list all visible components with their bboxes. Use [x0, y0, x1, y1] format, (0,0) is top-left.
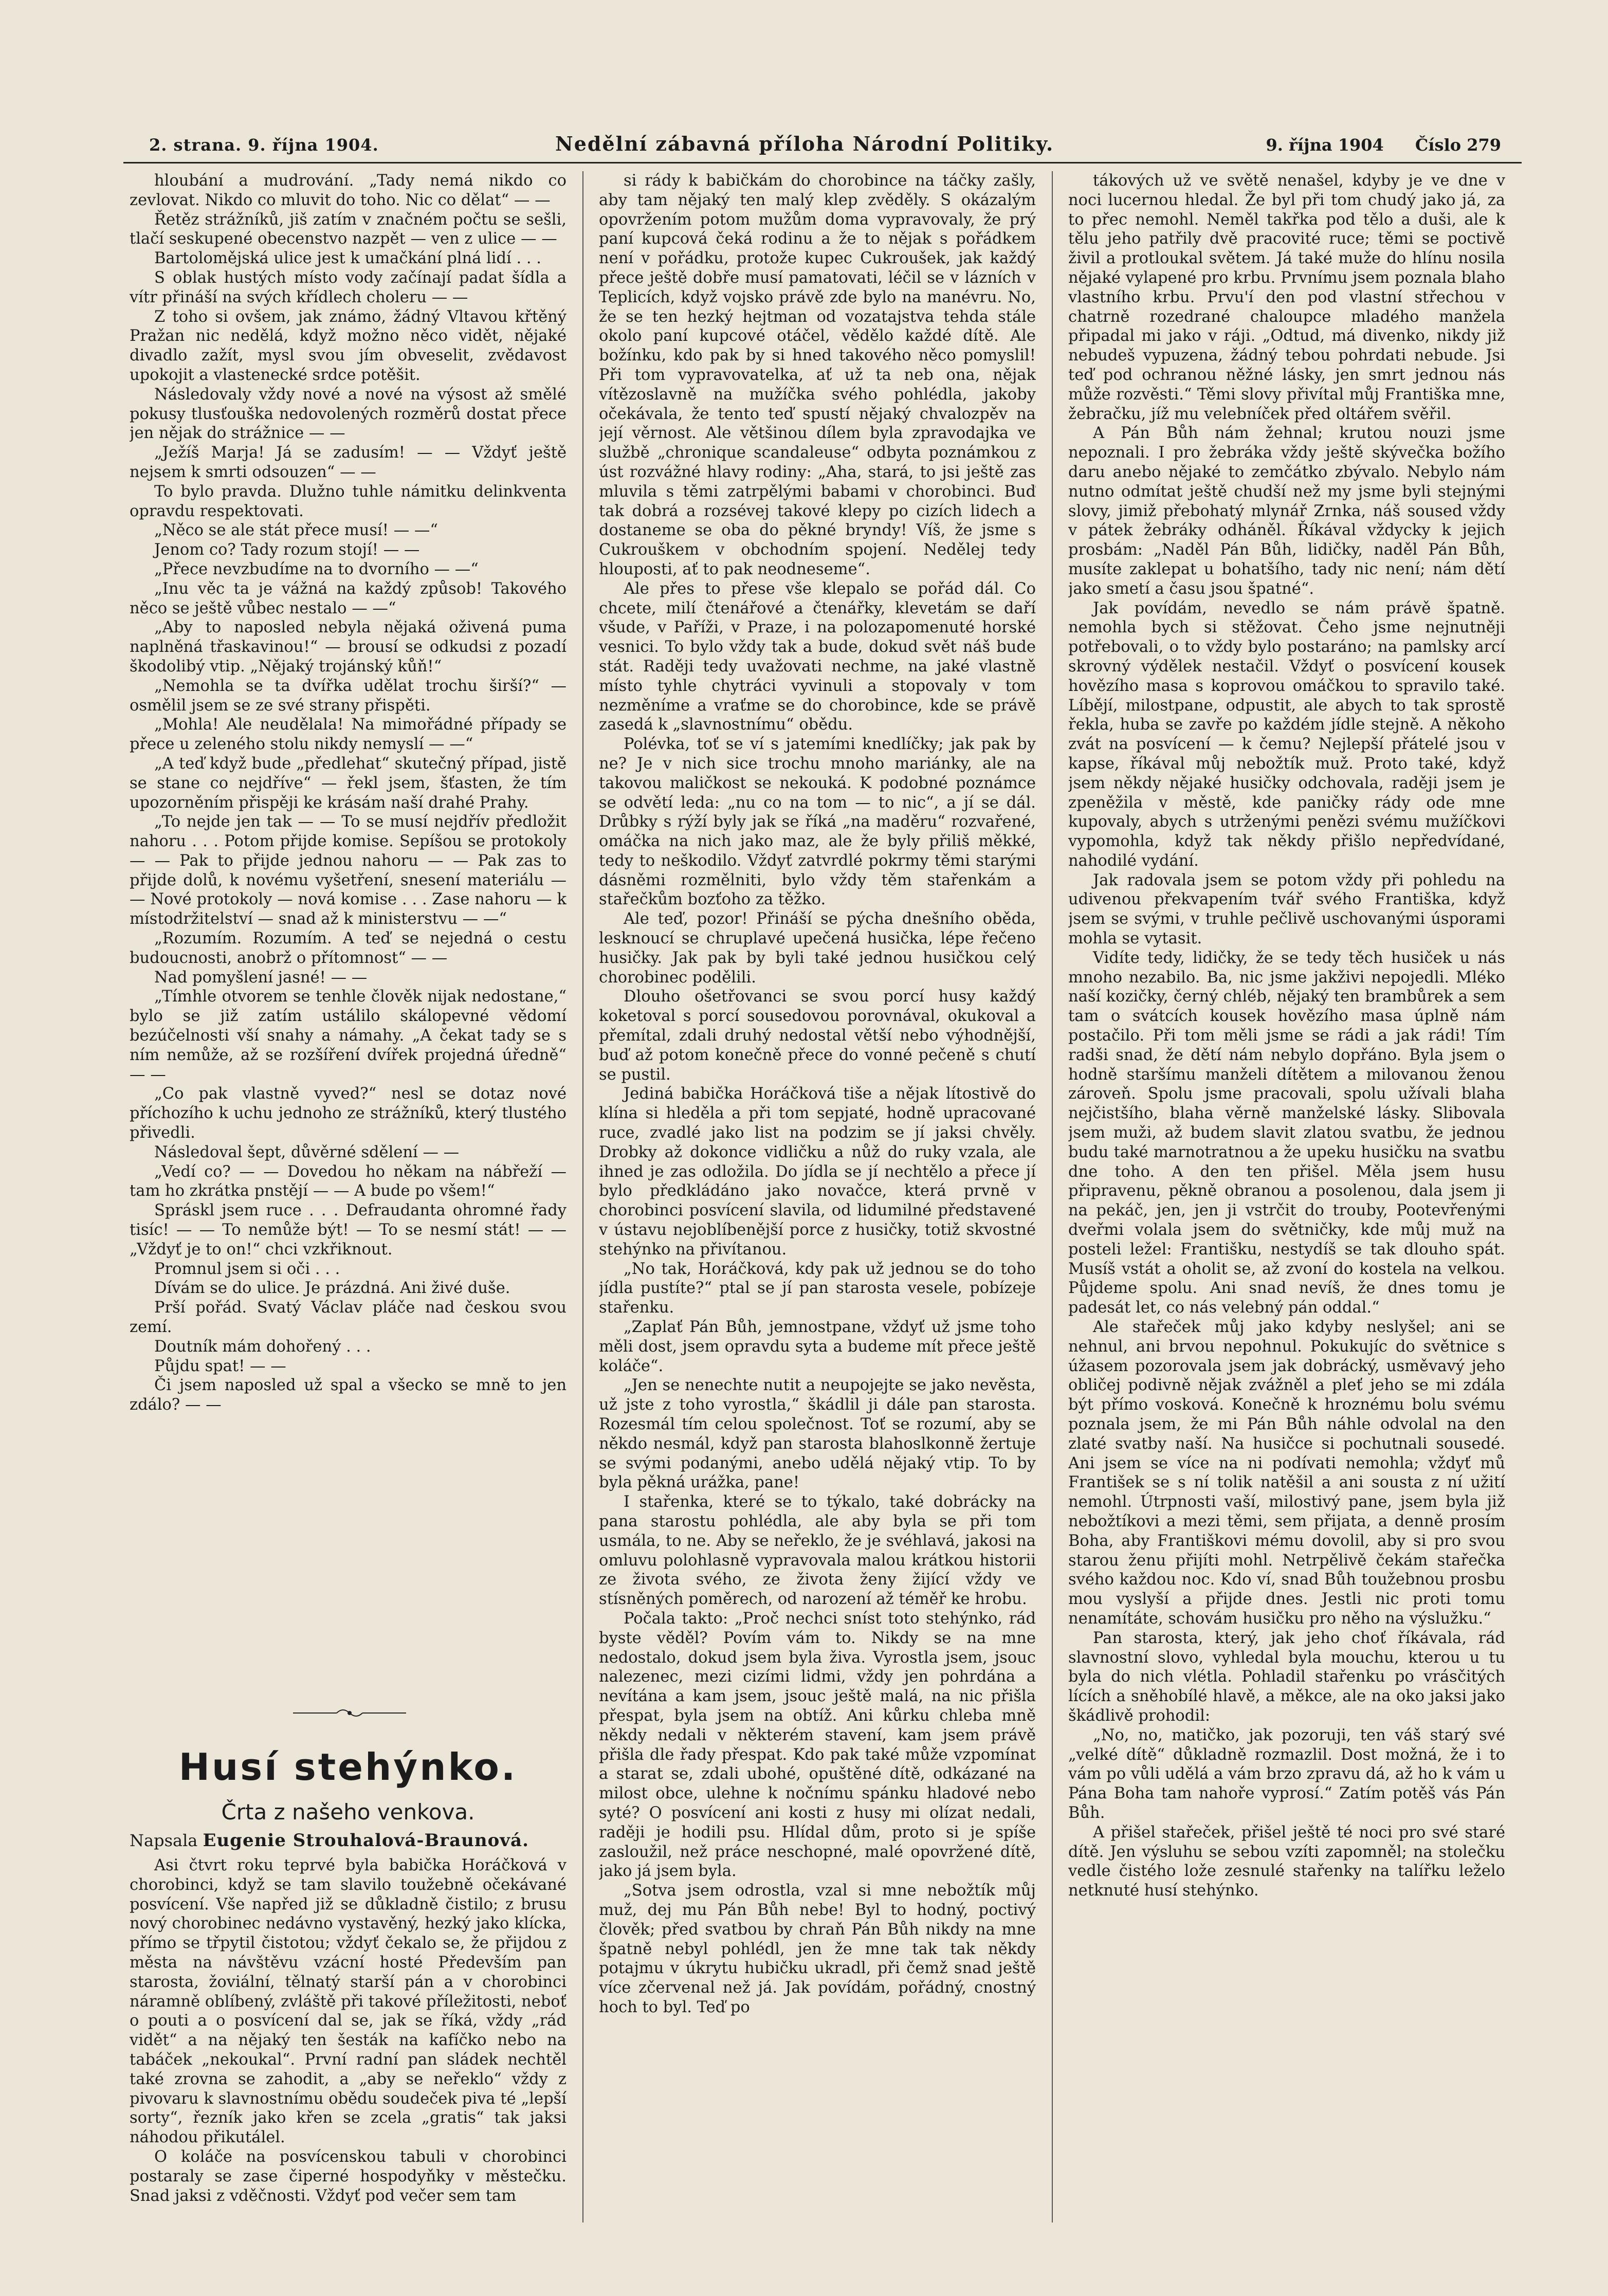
- paragraph: „Vedí co? — — Dovedou ho někam na nábřeží — tam ho zkrátka pnstějí — — A bude po všem!“: [130, 1162, 567, 1200]
- paragraph: „Sotva jsem odrostla, vzal si mne nebožtík můj muž, dej mu Pán Bůh nebe! Byl to hodný, poctivý člověk; před svatbou by chraň Pán Bůh nikdy na mne špatně nebyl pohlédl, jen že mne tak tak někdy potajmu v úkrytu hubičku ukradl, při čemž snad ještě více zčervenal než já. Jak povídám, pořádný, cnostný hoch to byl. Teď po: [599, 1882, 1036, 2016]
- paragraph: „Nemohla se ta dvířka udělat trochu širší?“ — osmělil jsem se ze své strany přispěti.: [130, 677, 567, 715]
- paragraph: Ale přes to přese vše klepalo se pořád dál. Co chcete, milí čtenářové a čtenářky, klevetám se daří všude, v Paříži, v Praze, i na polozapomenuté horské vesnici. To bylo vždy tak a bude, dokud svět náš bude stát. Raději tedy uvažovati nechme, na jaké vlastně místo tyhle chytráci vyvinuli a stopovaly v tom nezměníme a vraťme se do chorobince, kde se právě zasedá k „slavnostnímu“ obědu.: [599, 579, 1036, 734]
- paragraph: A Pán Bůh nám žehnal; krutou nouzi jsme nepoznali. I pro žebráka vždy ještě skývečka božího daru anebo nějaké to zemčátko zbývalo. Nebylo nám nutno odmítat ještě chudší než my jsme byli stejnými slovy, jimiž přebohatý mlynář Zrnka, náš soused vždy v pátek žebráky odháněl. Říkával vždycky k jejich prosbám: „Naděl Pán Bůh, lidičky, naděl Pán Bůh, musíte zaklepat u bohatšího, tady nic není; nám dětí jako smetí a času jsou špatné“.: [1068, 424, 1505, 598]
- paragraph: „Aby to naposled nebyla nějaká oživená puma naplněná třaskavinou!“ — brousí se odkudsi z pozadí škodolibý vtip. „Nějaký trojánský kůň!“: [130, 618, 567, 676]
- paragraph: Dívám se do ulice. Je prázdná. Ani živé duše.: [154, 1279, 510, 1298]
- paragraph: Pan starosta, který, jak jeho choť říkávala, rád slavnostní slovo, vyhledal byla mouchu, kterou u tu byla do nich vlétla. Pohladil stařenku po vrásčitých lících a sněhobílé hlavě, a měkce, ale na oko jaksi jako škádlivě prohodil:: [1068, 1629, 1505, 1725]
- column-divider: [582, 171, 583, 2222]
- paragraph: Spráskl jsem ruce . . . Defraudanta ohromné řady tisíc! — — To nemůže být! — To se nesmí stát! — — „Vždyť je to on!“ chci vzkřiknout.: [130, 1201, 567, 1259]
- paragraph: Půjdu spat! — —: [154, 1357, 286, 1375]
- paragraph: Polévka, toť se ví s jatemími knedlíčky; jak pak by ne? Je v nich sice trochu mnoho mariánky, ale na takovou maličkost se nekouká. K podobné poznámce se odvětí leda: „nu co na tom — to nic“, a jí se dál. Drůbky s rýží byly jak se říká „na maděru“ rozvařené, omáčka na nich jako maz, ale že byly přiliš měkké, tedy to neškodilo. Vždyť zatvrdlé pokrmy těmi starými dásněmi rozmělniti, bylo vždy těm stařenkám a stařečkům bozťoho za těžko.: [599, 735, 1036, 909]
- paragraph: „No, no, matičko, jak pozoruji, ten váš starý své „velké dítě“ důkladně rozmazlil. Dost možná, že i to vám po vůli udělá a vám brzo zpravu dá, až ho k vám u Pána Boha tam nahoře vyprosí.“ Zatím potěš vás Pán Bůh.: [1068, 1726, 1505, 1822]
- paragraph: „Rozumím. Rozumím. A teď se nejedná o cestu budoucnosti, anobrž o přítomnost“ — —: [130, 930, 567, 967]
- paragraph: hloubání a mudrování. „Tady nemá nikdo co zevlovat. Nikdo co mluvit do toho. Nic co dělat“ — —: [130, 172, 567, 209]
- paragraph: „Co pak vlastně vyved?“ nesl se dotaz nové příchozího k uchu jednoho ze strážníků, který tlustého přivedli.: [130, 1085, 567, 1142]
- paragraph: „Něco se ale stát přece musí! — —“: [154, 521, 438, 540]
- article-subtitle: Črta z našeho venkova.: [221, 1799, 475, 1825]
- page-header: [123, 126, 1522, 162]
- article-byline: [130, 1830, 567, 1851]
- column-1-lower: [130, 1856, 567, 2222]
- column-divider: [1052, 171, 1053, 2222]
- section-ornament: [288, 1705, 411, 1721]
- paragraph: S oblak hustých místo vody začínají padat šídla a vítr přináší na svých křídlech choleru — —: [130, 268, 567, 306]
- paragraph: Prší pořád. Svatý Václav pláče nad českou svou zemí.: [130, 1299, 567, 1337]
- header-publication-title: Nedělní zábavná příloha Národní Politiky.: [555, 132, 1054, 155]
- paragraph: Z toho si ovšem, jak známo, žádný Vltavou křtěný Pražan nic nedělá, když možno něco vidět, nějaké divadlo zažít, mysl svou jím obveselit, zvědavost upokojit a vlastenecké srdce potěšit.: [130, 307, 567, 384]
- paragraph: „Ježíš Marja! Já se zadusím! — — Vždyť ještě nejsem k smrti odsouzen“ — —: [130, 444, 567, 481]
- header-right: [1240, 135, 1501, 155]
- paragraph: Jak radovala jsem se potom vždy při pohledu na udivenou překvapením tvář svého Františka, když jsem se svými, v truhle pečlivě uschovanými úsporami mohla se vytasit.: [1068, 871, 1505, 948]
- paragraph: „A teď když bude „předlehat“ skutečný případ, jistě se stane co nejdříve“ — řekl jsem, šťasten, že tím upozorněním přispěji ke krásám naší drahé Prahy.: [130, 754, 567, 812]
- newspaper-page: [123, 111, 1522, 2244]
- article-title: Husí stehýnko.: [178, 1745, 518, 1789]
- paragraph: tákových už ve světě nenašel, kdyby je ve dne v noci lucernou hledal. Že byl při tom chudý jako já, za to přec nemohl. Neměl takřka pod tělo a duši, ale k tělu jeho patřily dvě pracovité ruce; těmi se poctivě živil a protloukal světem. Já také muže do hlínu nosila nějaké vylapené pro krbu. Prvnímu jsem poznala blaho vlastního krbu. Prvu'í den pod vlastní střechou v chatrně rozedrané chaloupce mladého manžela připadal mi jako v ráji. „Odtud, má divenko, nikdy již nebudeš vypuzena, žádný tebou pohrdati nebude. Jsi teď pod ochranou něžné lásky, jen smrt jednou nás může rozvěsti.“ Těmi slovy přivítal můj Františka mne, žebračku, jíž mu velebníček před oltářem svěřil.: [1068, 172, 1505, 423]
- paragraph: „Zaplať Pán Bůh, jemnostpane, vždyť už jsme toho měli dost, jsem opravdu syta a budeme mít přece ještě koláče“.: [599, 1318, 1036, 1375]
- paragraph: Vidíte tedy, lidičky, že se tedy těch husiček u nás mnoho nezabilo. Ba, nic jsme jakživi nepojedli. Mléko naší kozičky, černý chléb, nějaký ten brambůrek a sem tam o svátcích kousek hovězího masa úplně nám postačilo. Při tom měli jsme se rádi a jak rádi! Tím radši snad, že dětí nám nebylo dopřáno. Byla jsem o hodně staršímu manželi dítětem a milovanou ženou zároveň. Spolu jsme pracovali, spolu užívali blaha nejčistšího, blaha věrně manželské lásky. Slibovala jsem muži, až budem slavit zlatou svatbu, že jednou budu také marnotratnou a že upeku husičku na svatbu dne toho. A den ten přišel. Měla jsem husu připravenu, pěkně obranou a posolenou, dala jsem ji na pekáč, jen, jen ji vstrčit do trouby, Pootevřenými dveřmi volala jsem do světničky, kde můj muž na posteli ležel: Františku, nestydíš se tak dlouho spát. Musíš vstát a oholit se, až zvoní do kostela na velkou. Půjdeme spolu. Ani snad nevíš, že dnes tomu je padesát let, co nás velebný pán oddal.“: [1068, 949, 1505, 1317]
- paragraph: „Tímhle otvorem se tenhle člověk nijak nedostane,“ bylo se již zatím ustálilo skálopevné vědomí bezúčelnosti vší snahy a námahy. „A čekat tady se s ním nemůže, až se rozšíření dvířek projedná úředně“ — —: [130, 988, 567, 1084]
- paragraph: si rády k babičkám do chorobince na táčky zašly, aby tam nějaký ten malý klep zvěděly. S okázalým opovržením potom mužům doma vypravovaly, že prý paní kupcová čeká rodinu a že to nějak s pořádkem není v pořádku, protože kupec Cukroušek, jak každý přece ještě dobře musí pamatovati, léčil se v lázních v Teplicích, když vojsko právě zde bylo na manévru. No, že se ten hezký hejtman od vozatajstva tehda stále okolo paní kupcové otáčel, vědělo každé dítě. Ale božínku, kdo pak by si hned takového něco pomyslil! Při tom vypravovatelka, ať už ta neb ona, nějak vítězoslavně na mužíčka svého pohlédla, jakoby očekávala, že tento teď spustí nějaký chvalozpěv na její věrnost. Ale většinou dílem byla zpravodajka ve službě „chronique scandaleuse“ odbyta poznámkou z úst rozvážné hlavy rodiny: „Aha, stará, to jsi ještě zas mluvila s těmi zatrpělými babami v chorobinci. Buď tak dobrá a rozsévej takové klepy po cizích lidech a dostaneme se oba do pěkné bryndy! Víš, že jsme s Cukrouškem v obchodním spojení. Nedělej tedy hlouposti, ať to pak neodneseme“.: [599, 172, 1036, 578]
- paragraph: Následovaly vždy nové a nové na výsost až smělé pokusy tlusťouška nedovolených rozměrů dostat přece jen nějak do strážnice — —: [130, 385, 567, 443]
- paragraph: Jak povídám, nevedlo se nám právě špatně. nemohla bych si stěžovat. Čeho jsme nejnutněji potřebovali, o to vždy bylo postaráno; na pamlsky arcí skrovný výdělek nestačil. Vždyť o posvícení kousek hovězího masa s koprovou omáčkou to spravilo také. Líbějí, milostpane, odpustit, ale abych to tak sprostě řekla, huba se zavře po každém jídle stejně. A někoho zvát na posvícení — k čemu? Nejlepší přátelé jsou v kapse, říkával můj nebožtík muž. Proto také, když jsem někdy nějaké husičky odchovala, raději jsem je zpeněžila v městě, kde paničky rády ode mne kupovaly, abych s utrženými penězi svému mužíčkovi vypomohla, když tak někdy přišlo nepředvídané, nahodilé vydání.: [1068, 599, 1505, 870]
- paragraph: Ale stařeček můj jako kdyby neslyšel; ani se nehnul, ani brvou nepohnul. Pokukujíc do světnice s úžasem pozorovala jsem jak dobrácký, usměvavý jeho obličej podivně nějak zvážněl a pleť jeho se mi zdála být přímo vosková. Konečně k hroznému bolu svému poznala jsem, že mi Pán Bůh náhle odvolal na den zlaté svatby naší. Na husičce si pochutnali sousedé. Ani jsem se více na ni podívati nemohla; vždyť mů František se s ní tolik natěšil a ani sousta z ní užití nemohl. Útrpnosti vaší, milostivý pane, jsem byla již nebožtíkovi a mezi těmi, sem přijata, a denně prosím Boha, aby Františkovi mému dovolil, aby si pro svou starou ženu přijíti mohl. Netrpělivě čekám stařečka svého každou noc. Kdo ví, snad Bůh toužebnou prosbu mou vyslyší a přijde dnes. Jestli nic proti tomu nenamítáte, schovám husičku pro něho na výslužku.“: [1068, 1318, 1505, 1628]
- paragraph: I stařenka, které se to týkalo, také dobrácky na pana starostu pohlédla, ale aby byla se při tom usmála, to ne. Aby se neřeklo, že je svéhlavá, jakosi na omluvu polohlasně vypravovala malou krátkou historii ze života svého, ze života ženy žijící vždy ve stísněných poměrech, od narození až téměř ke hrobu.: [599, 1493, 1036, 1609]
- paragraph: To bylo pravda. Dlužno tuhle námitku delinkventa opravdu respektovati.: [130, 482, 567, 520]
- column-2: [599, 171, 1036, 2222]
- paragraph: Následoval šept, důvěrné sdělení — —: [154, 1143, 460, 1161]
- paragraph: Dlouho ošetřovanci se svou porcí husy každý koketoval s porcí sousedovou porovnával, okukoval a přemítal, zdali druhý nedostal větší nebo výhodnější, buď až potom konečně přece do vonné pečeně s chutí se pustil.: [599, 988, 1036, 1084]
- byline-author: Eugenie Strouhalová-Braunová.: [203, 1830, 529, 1851]
- column-1: [130, 171, 567, 1688]
- paragraph: Promnul jsem si oči . . .: [154, 1260, 340, 1278]
- paragraph: „To nejde jen tak — — To se musí nejdřív předložit nahoru . . . Potom přijde komise. Sepíšou se protokoly — — Pak to přijde jednou nahoru — — Pak zas to přijde dolů, k novému vyšetření, snesení materiálu — — Nové protokoly — nová komise . . . Zase nahoru — k místodržitelství — snad až k ministerstvu — —“: [130, 813, 567, 928]
- header-page-date: 2. strana. 9. října 1904.: [149, 135, 379, 155]
- paragraph: Řetěz strážníků, jiš zatím v značném počtu se sešli, tlačí seskupené obecenstvo nazpět — ven z ulice — —: [130, 210, 567, 248]
- header-rule: [123, 162, 1522, 163]
- paragraph: Nad pomyšlení jasné! — —: [154, 968, 368, 987]
- paragraph: „Jen se nenechte nutit a neupojejte se jako nevěsta, už jste z toho vyrostla,“ škádlil ji dále pan starosta. Rozesmál tím celou společnost. Toť se rozumí, aby se někdo nesmál, když pan starosta blahoslkonně žertuje se svými podanými, anebo udělá nějaký vtip. To by byla pěkná urážka, pane!: [599, 1376, 1036, 1492]
- paragraph: Asi čtvrt roku teprvé byla babička Horáčková v chorobinci, když se tam slavilo toužebně očekávané posvícení. Vše napřed již se důkladně čistilo; z brusu nový chorobinec nedávno vystavěný, hezký jako klícka, přímo se třpytil čistotou; vždyť čekalo se, že přijdou z města na návštěvu vzácní hosté Především pan starosta, žoviální, tělnatý starší pán a v chorobinci náramně oblíbený, zvláště při takové příležitosti, neboť o pouti a o posvícení dal se, jak se říká, vždy „rád vidět“ a na nějaký ten šesták na kafíčko nebo na tabáček „nekoukal“. První radní pan sládek nechtěl také zrovna se zahodit, a „aby se neřeklo“ vždy z pivovaru k slavnostnímu obědu soudeček piva té „lepší sorty“, řezník jako křen se zcela „gratis“ tak jaksi náhodou přikutálel.: [130, 1856, 567, 2147]
- paragraph: Jenom co? Tady rozum stojí! — —: [154, 541, 420, 559]
- paragraph: „Přece nevzbudíme na to dvorního — —“: [154, 560, 479, 578]
- byline-prefix: Napsala: [130, 1831, 198, 1850]
- paragraph: Bartolomějská ulice jest k umačkání plná lidí . . .: [154, 249, 541, 268]
- header-date: 9. října 1904: [1266, 135, 1384, 155]
- header-issue: Číslo 279: [1415, 135, 1501, 155]
- paragraph: Či jsem naposled už spal a všecko se mně to jen zdálo? — —: [130, 1376, 567, 1414]
- paragraph: „No tak, Horáčková, kdy pak už jednou se do toho jídla pustíte?“ ptal se jí pan starosta vesele, pobízeje stařenku.: [599, 1260, 1036, 1317]
- paragraph: A přišel stařeček, přišel ještě té noci pro své staré dítě. Jen výsluhu se sebou vzíti zapomněl; na stolečku vedle čistého lože zesnulé stařenky na talířku leželo netknuté husí stehýnko.: [1068, 1823, 1505, 1900]
- paragraph: „Inu věc ta je vážná na každý způsob! Takového něco se ještě vůbec nestalo — —“: [130, 579, 567, 617]
- paragraph: „Mohla! Ale neudělala! Na mimořádné případy se přece u zeleného stolu nikdy nemyslí — —“: [130, 716, 567, 754]
- paragraph: Ale teď, pozor! Přináší se pýcha dnešního oběda, lesknoucí se chruplavé upečená husička, lépe řečeno husičky. Jak pak by byli také jednou husičkou celý chorobinec podělili.: [599, 910, 1036, 987]
- paragraph: Počala takto: „Proč nechci sníst toto stehýnko, rád byste věděl? Povím vám to. Nikdy se na mne nedostalo, dokud jsem byla živa. Vyrostla jsem, jsouc nalezenec, mezi cizími lidmi, vždy jen pohrdána a nevítána a kam jsem, jsouc ještě malá, na nic přišla přespat, byla jsem na obtíž. Ani kůrku chleba mně někdy nedali v některém stavení, kam jsem právě přišla dle řady přespat. Kdo pak také může vzpomínat a starat se, zdali ubohé, opuštěné dítě, odkázané na milost obce, ulehne k nočnímu spánku hladové nebo syté? O posvícení ani kosti z husy mi olízat nedali, raději je hodili psu. Hlídal dům, proto si je spíše zasloužil, než práce neschopné, malé opovržené dítě, jako já jsem byla.: [599, 1609, 1036, 1881]
- paragraph: O koláče na posvícenskou tabuli v chorobinci postaraly se zase čiperné hospodyňky v městečku. Snad jaksi z vděčnosti. Vždyť pod večer sem tam: [130, 2147, 567, 2205]
- paragraph: Jediná babička Horáčková tiše a nějak lítostivě do klína si hleděla a při tom sepjaté, hodně upracované ruce, zvadlé jako list na podzim se jí jaksi chvěly. Drobky až dokonce vidličku a nůž do ruky vzala, ale ihned je zas odložila. Do jídla se jí nechtělo a přece jí bylo předkládáno jako novačce, která prvně v chorobinci posvícení slavila, od lidumilné představené v ústavu nejoblíbenější porce z husičky, totiž skvostné stehýnko na přivítanou.: [599, 1085, 1036, 1259]
- paragraph: Doutník mám dohořený . . .: [154, 1337, 371, 1356]
- column-3: [1068, 171, 1505, 2222]
